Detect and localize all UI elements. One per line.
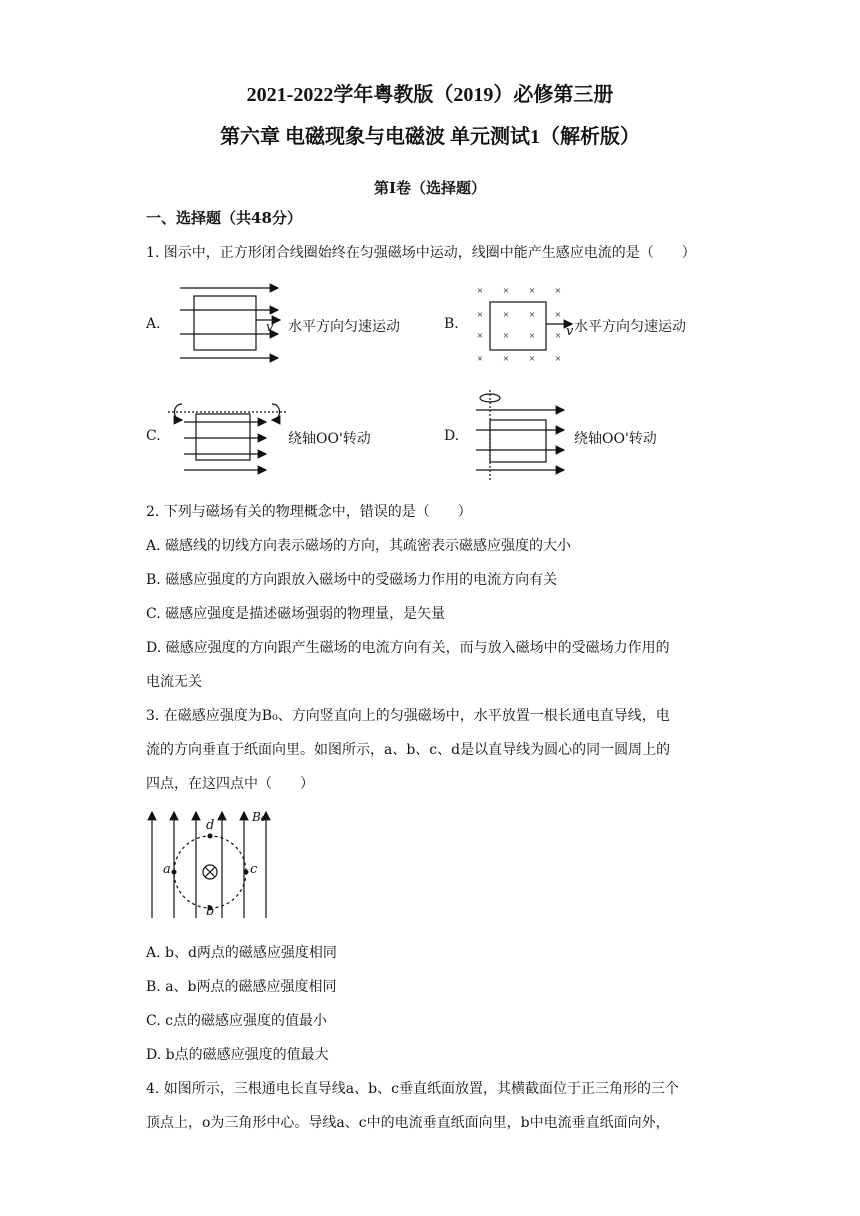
q1-b-velocity: v: [566, 324, 574, 339]
svg-text:×: ×: [528, 285, 536, 297]
svg-text:×: ×: [476, 353, 484, 365]
svg-text:×: ×: [554, 285, 562, 297]
q1-option-d-caption: 绕轴OO'转动: [574, 431, 657, 447]
q1-option-a-label: A.: [146, 316, 161, 332]
q4-stem-line2: 顶点上，o为三角形中心。导线a、c中的电流垂直纸面向里，b中电流垂直纸面向外，: [146, 1115, 670, 1131]
svg-text:×: ×: [554, 353, 562, 365]
volume-heading: 第Ⅰ卷（选择题）: [373, 179, 487, 197]
svg-text:×: ×: [476, 309, 484, 321]
q1-stem: 1. 图示中，正方形闭合线圈始终在匀强磁场中运动，线圈中能产生感应电流的是（ ）: [146, 245, 696, 261]
q3-stem-line1: 3. 在磁感应强度为B₀、方向竖直向上的匀强磁场中，水平放置一根长通电直导线，电: [146, 708, 670, 724]
q3-option-d: D. b点的磁感应强度的值最大: [146, 1047, 329, 1063]
q1-option-d-label: D.: [444, 428, 460, 444]
q2-option-b: B. 磁感应强度的方向跟放入磁场中的受磁场力作用的电流方向有关: [146, 572, 558, 588]
q1-figure-d: [476, 390, 576, 482]
q3-point-d: d: [206, 818, 215, 833]
q3-point-c: c: [250, 862, 258, 877]
document-title-line1: 2021-2022学年粤教版（2019）必修第三册: [246, 84, 614, 106]
svg-text:×: ×: [528, 353, 536, 365]
svg-text:×: ×: [528, 330, 536, 342]
q4-stem-line1: 4. 如图所示，三根通电长直导线a、b、c垂直纸面放置，其横截面位于正三角形的三个: [146, 1081, 679, 1097]
svg-text:×: ×: [502, 285, 510, 297]
section-heading: 一、选择题（共48分）: [146, 209, 302, 227]
q2-option-c: C. 磁感应强度是描述磁场强弱的物理量，是矢量: [146, 606, 446, 622]
q3-b0-label: B₀: [252, 810, 266, 824]
q3-point-b: b: [206, 904, 215, 919]
q2-option-d-continued: 电流无关: [146, 674, 202, 690]
svg-text:×: ×: [502, 330, 510, 342]
q1-option-b-caption: 水平方向匀速运动: [574, 319, 686, 335]
q1-option-b-label: B.: [444, 316, 459, 332]
svg-text:×: ×: [528, 309, 536, 321]
q1-option-c-caption: 绕轴OO'转动: [288, 431, 371, 447]
svg-text:×: ×: [554, 309, 562, 321]
q1-option-c-label: C.: [146, 428, 161, 444]
q1-figure-c: [168, 398, 292, 478]
q3-stem-line3: 四点，在这四点中（ ）: [146, 776, 314, 792]
svg-text:×: ×: [554, 330, 562, 342]
svg-text:×: ×: [502, 353, 510, 365]
svg-text:×: ×: [502, 309, 510, 321]
q2-option-a: A. 磁感线的切线方向表示磁场的方向，其疏密表示磁感应强度的大小: [146, 538, 572, 554]
q3-option-b: B. a、b两点的磁感应强度相同: [146, 979, 337, 995]
svg-text:×: ×: [476, 330, 484, 342]
q3-option-a: A. b、d两点的磁感应强度相同: [146, 945, 337, 961]
q3-stem-line2: 流的方向垂直于纸面向里。如图所示，a、b、c、d是以直导线为圆心的同一圆周上的: [146, 742, 671, 758]
q1-option-a-caption: 水平方向匀速运动: [288, 319, 400, 335]
svg-text:×: ×: [476, 285, 484, 297]
q2-option-d: D. 磁感应强度的方向跟产生磁场的电流方向有关，而与放入磁场中的受磁场力作用的: [146, 640, 670, 656]
q1-a-velocity: v: [266, 320, 274, 335]
q3-point-a: a: [163, 862, 171, 877]
q3-option-c: C. c点的磁感应强度的值最小: [146, 1013, 327, 1029]
q2-stem: 2. 下列与磁场有关的物理概念中，错误的是（ ）: [146, 504, 472, 520]
document-title-line2: 第六章 电磁现象与电磁波 单元测试1（解析版）: [220, 126, 640, 148]
